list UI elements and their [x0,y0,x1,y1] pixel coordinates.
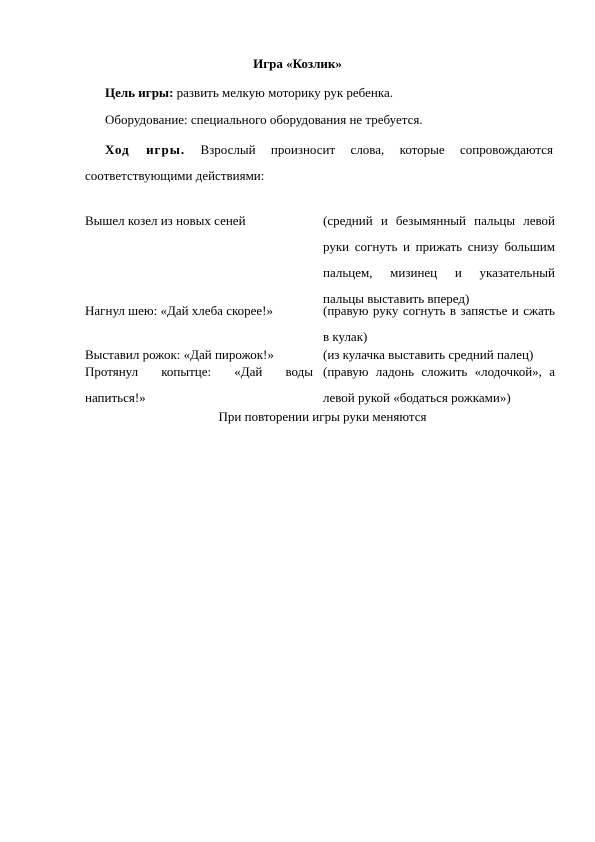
verse-actions: (из кулачка выставить средний палец) [323,347,534,362]
course-label: Ход игры. [105,142,186,157]
course-paragraph [85,137,553,189]
course-text: Взрослый произносит слова, которые сопровождаются соответствующими действиями: [85,142,553,183]
verse-words: Протянул копытце: «Дай воды напиться!» [85,364,313,405]
document-title: Игра «Козлик» [253,56,342,71]
footer-note: При повторении игры руки меняются [218,409,427,424]
verse-actions: (правую руку согнуть в запястье и сжать в кулак) [323,303,555,344]
verse-actions: (правую ладонь сложить «лодочкой», а левой рукой «бодаться рожками») [323,364,555,405]
verse-words: Выставил рожок: «Дай пирожок!» [85,347,274,362]
goal-paragraph [85,85,553,101]
verse-words: Вышел козел из новых сеней [85,213,246,228]
verse-words: Нагнул шею: «Дай хлеба скорее!» [85,303,273,318]
goal-text: развить мелкую моторику рук ребенка. [173,85,393,100]
equipment-paragraph: Оборудование: специального оборудования не требуется. [105,112,423,127]
verse-actions: (средний и безымянный пальцы левой руки согнуть и прижать снизу большим пальцем, мизинец и указательный пальцы выставить вперед) [323,213,555,306]
goal-label: Цель игры: [105,85,174,100]
